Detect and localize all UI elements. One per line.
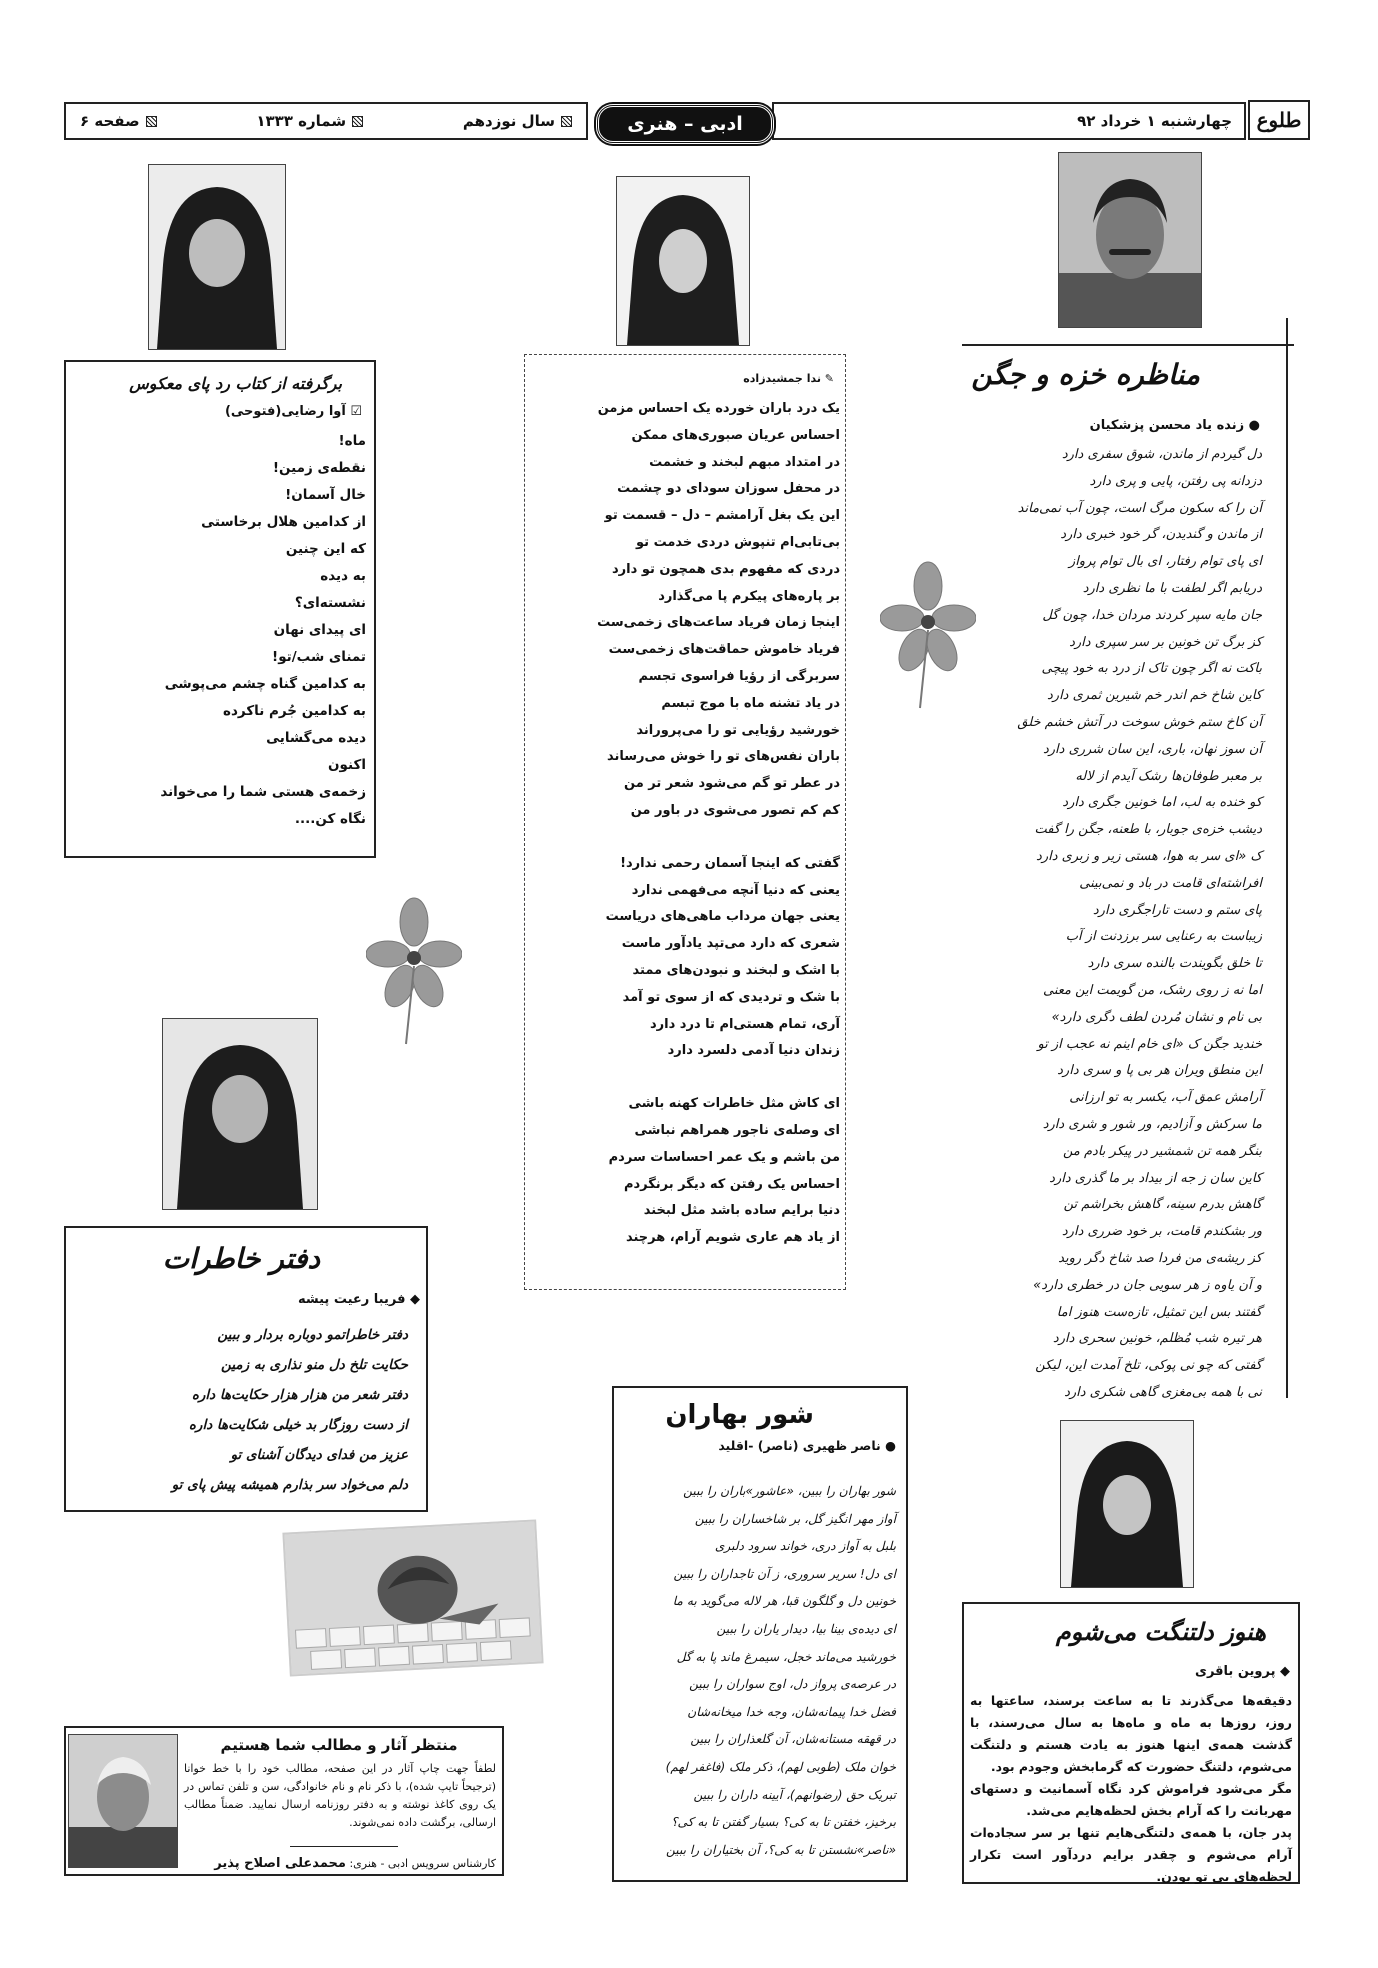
- article-title: برگرفته از کتاب رد پای معکوس: [129, 374, 342, 393]
- poem-line: یعنی جهان مرداب ماهی‌های دریاست: [605, 909, 840, 925]
- poem-line: ای وصله‌ی ناجور همراهم نباشی: [634, 1122, 840, 1138]
- poem-line: احساس عریان صبوری‌های ممکن: [631, 427, 840, 443]
- author-photo-woman-3: [162, 1018, 318, 1210]
- poem-line: دیده می‌گشایی: [266, 730, 366, 746]
- author-photo-woman-2: [148, 164, 286, 350]
- article-title: مناظره خزه و جگن: [971, 358, 1200, 391]
- poem-line: گفتی که اینجا آسمان رحمی ندارد!: [620, 855, 840, 871]
- poem-line: دنیا برایم ساده باشد مثل لبخند: [643, 1203, 840, 1219]
- article-title: شور بهاران: [665, 1400, 814, 1430]
- notice-footer: کارشناس سرویس ادبی - هنری: محمدعلی اصلاح پذیر: [214, 1856, 496, 1871]
- header-year: سال نوزدهم: [463, 112, 572, 130]
- poem-line: نشسته‌ای؟: [294, 595, 366, 611]
- article-title: هنوز دلتنگت می‌شوم: [1055, 1618, 1266, 1646]
- poem-line: دلم می‌خواد سر بذارم همیشه پیش پای تو: [171, 1477, 408, 1493]
- editor-name: محمدعلی اصلاح پذیر: [214, 1856, 346, 1871]
- author-photo-woman-4: [1060, 1420, 1194, 1588]
- poem-line: از ماندن و گندیدن، گر خود خبری دارد: [1060, 527, 1262, 543]
- poem-line: تا خلق بگویندت بالنده سری دارد: [1087, 956, 1262, 972]
- flower-icon: [366, 896, 462, 1046]
- article-author: ● زنده یاد محسن پزشکیان: [1089, 418, 1260, 433]
- poem-line: گفتند بس این تمثیل، تازه‌ست هنوز اما: [1056, 1304, 1262, 1320]
- poem-line: عزیز من فدای دیدگان آشنای تو: [230, 1447, 408, 1463]
- poem-line: آن سوز نهان، باری، این سان شرری دارد: [1042, 741, 1262, 757]
- poem-line: تمنای شب/تو!: [272, 649, 366, 665]
- poem-body: [74, 428, 366, 833]
- poem-line: دردی که مفهوم بدی همچون تو دارد: [612, 561, 840, 577]
- poem-line: آواز مهر انگیز گل، بر شاخساران را ببین: [694, 1511, 896, 1526]
- paragraph: دقیقه‌ها می‌گذرند تا به ساعت برسند، ساعتها به روز، روزها به ماه و ماه‌ها به سال می‌رسند، با گذشت همه‌ی اینها هنوز به یادت هستم و دلتنگت می‌شوم، دلتنگ حضورت که گرمابخش وجودم بود.: [970, 1693, 1292, 1774]
- poem-line: خوان ملک (طوبی لهم)، ذکر ملک (فاغفر لهم): [665, 1759, 896, 1774]
- poem-line: از یاد هم عاری شویم آرام، هرچند: [625, 1230, 840, 1246]
- paragraph: پدر جان، با همه‌ی دلتنگی‌هایم تنها بر سر سجاده‌ات آرام می‌شوم و چقدر برایم دردآور است تکرار لحظه‌های بی تو بودن.: [970, 1825, 1292, 1884]
- poem-line: در محفل سوزان سودای دو چشمت: [617, 481, 840, 497]
- square-bullet-icon: [561, 116, 572, 127]
- poem-line: زندان دنیا آدمی دلسرد دارد: [667, 1043, 840, 1059]
- poem-line: نگاه کن....: [294, 811, 366, 827]
- poem-line: از کدامین هلال برخاستی: [201, 514, 366, 530]
- poem-line: آری، تمام هستی‌ام تا درد دارد: [650, 1016, 840, 1032]
- poem-line: زیباست به رعنایی سر برزدنت از آب: [1065, 929, 1262, 945]
- stanza-gap: [528, 1065, 840, 1091]
- notice-title: منتظر آثار و مطالب شما هستیم: [220, 1736, 458, 1754]
- poem-line: اینجا زمان فریاد ساعت‌های زخمی‌ست: [597, 615, 840, 631]
- poem-line: حکایت تلخ دل منو نذاری به زمین: [221, 1357, 408, 1373]
- poem-line: «ناصر»نشستن تا به کی؟، آن بختیاران را ببین: [665, 1842, 896, 1857]
- header-date-box: [772, 102, 1246, 140]
- poem-line: ای دل! سریر سروری، ز آن تاجداران را ببین: [673, 1566, 896, 1581]
- poem-line: بلبل به آواز دری، خواند سرود دلبری: [714, 1539, 896, 1554]
- poem-line: ای کاش مثل خاطرات کهنه باشی: [628, 1096, 840, 1112]
- poem-line: و آن یاوه ز هر سویی جان در خطری دارد»: [1033, 1277, 1262, 1293]
- poem-line: کز برگ تن خونین بر سر سپری دارد: [1069, 634, 1262, 650]
- poem-line: ماه!: [338, 433, 366, 449]
- author-photo-woman-1: [616, 176, 750, 346]
- poem-line: خورشید رؤیایی تو را می‌پروراند: [636, 722, 840, 738]
- poem-line: احساس یک رفتن که دیگر برنگردم: [623, 1176, 840, 1192]
- poem-line: اما نه ز روی رشک، من گویمت این معنی: [1043, 982, 1262, 998]
- poem-line: شور بهاران را ببین، «عاشور»باران را ببین: [683, 1484, 896, 1498]
- poem-line: نقطه‌ی زمین!: [272, 460, 366, 476]
- poem-line: بر پاره‌های پیکرم پا می‌گذارد: [658, 588, 840, 604]
- poem-line: آن کاخ ستم خوش سوخت در آتش خشم خلق: [1017, 714, 1262, 730]
- poem-line: اکنون: [328, 757, 366, 773]
- section-title: ادبی – هنری: [627, 113, 743, 135]
- poem-line: در عطر تو گم می‌شود شعر تر من: [624, 776, 840, 792]
- poem-line: پای ستم و دست تاراجگری دارد: [1092, 902, 1262, 918]
- poem-line: زخمه‌ی هستی شما را می‌خواند: [160, 784, 366, 800]
- poem-line: جان مایه سپر کردند مردان خدا، چون گل: [1042, 607, 1262, 623]
- poem-line: کاین شاخ خم اندر خم شیرین ثمری دارد: [1047, 688, 1262, 704]
- poem-line: یک درد باران خورده یک احساس مزمن: [597, 401, 840, 416]
- poem-line: این یک بغل آرامشم – دل – قسمت تو: [604, 508, 840, 524]
- poem-line: خونین دل و گلگون قبا، هر لاله می‌گوید به ما: [672, 1594, 896, 1609]
- newspaper-logo: طلوع: [1248, 100, 1310, 140]
- poem-line: من باشم و یک عمر احساسات سردم: [608, 1149, 840, 1165]
- poem-line: با اشک و لبخند و نبودن‌های ممتد: [632, 962, 840, 978]
- poem-line: فریاد خاموش حماقت‌های زخمی‌ست: [608, 642, 840, 658]
- poem-line: خندید جگن ک «ای خام اینم نه عجب از تو: [1037, 1036, 1262, 1052]
- article-rule: [962, 344, 1294, 346]
- poem-line: دفتر خاطراتمو دوباره بردار و ببین: [217, 1327, 408, 1343]
- article-author: ☑ آوا رضایی(فتوحی): [224, 404, 362, 419]
- poem-line: در یاد تشنه ماه با موج تبسم: [661, 695, 840, 711]
- poem-body: [74, 1320, 408, 1500]
- stanza-gap: [528, 825, 840, 851]
- poem-line: در عرصه‌ی پرواز دل، اوج سواران را ببین: [689, 1677, 896, 1692]
- poem-line: ما سرکش و آزادیم، ور شور و شری دارد: [1042, 1116, 1262, 1132]
- poem-line: این منطق ویران هر بی پا و سری دارد: [1057, 1063, 1262, 1079]
- poem-line: سربرگی از رؤیا فراسوی تجسم: [638, 668, 840, 684]
- poem-line: در قهقه مستانه‌شان، آن گلعذاران را ببین: [690, 1732, 896, 1747]
- poem-line: کم کم تصور می‌شوی در باور من: [630, 802, 840, 818]
- article-author: ◆ فریبا رعیت پیشه: [298, 1292, 420, 1307]
- poem-line: آرامش عمق آب، یکسر به تو ارزانی: [1069, 1090, 1262, 1106]
- poem-line: که این چنین: [285, 541, 366, 557]
- poem-line: کو خنده به لب، اما خونین جگری دارد: [1062, 795, 1262, 811]
- poem-body: [618, 1478, 896, 1864]
- poem-line: کز ریشه‌ی من فردا صد شاخ دگر روید: [1058, 1250, 1262, 1266]
- rose-keyboard-image: [282, 1519, 543, 1676]
- poem-line: فضل خدا پیمانه‌شان، وجه خدا میخانه‌شان: [687, 1704, 896, 1719]
- poem-line: از دست روزگار بد خیلی شکایت‌ها داره: [188, 1417, 408, 1433]
- poem-line: با شک و تردیدی که از سوی تو آمد: [622, 989, 840, 1005]
- paragraph: مگر می‌شود فراموش کرد نگاه آسمانیت و دستهای مهربانت را که آرام بخش لحظه‌هایم می‌شد.: [970, 1781, 1292, 1818]
- header-page: صفحه ۶: [80, 112, 157, 130]
- poem-line: گفتی که چو نی پوکی، تلخ آمدت این، لیکن: [1035, 1358, 1262, 1374]
- poem-line: آن را که سکون مرگ است، چون آب نمی‌ماند: [1017, 500, 1262, 516]
- poem-body: [960, 442, 1262, 1407]
- poem-line: خال آسمان!: [285, 487, 366, 503]
- header-issue: شماره ۱۳۳۳: [256, 112, 363, 130]
- poem-line: بر معبر طوفان‌ها رشک آیدم از لاله: [1075, 768, 1262, 784]
- poem-line: شعری که دارد می‌تپد یادآور ماست: [621, 936, 840, 952]
- poem-line: ک «ای سر به هوا، هستی زیر و زبری دارد: [1036, 848, 1262, 864]
- checkbox-icon: ☑: [345, 404, 362, 419]
- notice-body: لطفاً جهت چاپ آثار در این صفحه، مطالب خود را با خط خوانا (ترجیحاً تایپ شده)، با ذکر نام و نام خانوادگی، سن و تلفن تماس در یک روی کاغذ نوشته و به دفتر روزنامه ارسال نمایید. ضمناً مطالب ارسالی، برگشت داده نمی‌شوند.: [184, 1762, 496, 1829]
- header-date: چهارشنبه ۱ خرداد ۹۲: [1077, 112, 1232, 130]
- divider: [290, 1846, 398, 1847]
- poem-line: باکت نه اگر چون تاک از درد به خود پیچی: [1041, 661, 1262, 677]
- poem-line: دفتر شعر من هزار هزار حکایت‌ها داره: [191, 1387, 408, 1403]
- article-author: ● ناصر ظهیری (ناصر) -اقلید: [718, 1438, 896, 1453]
- poem-line: بی‌تابی‌ام تنپوش دردی خدمت تو: [636, 534, 840, 550]
- poem-line: نی با همه بی‌مغزی گاهی شکری دارد: [1064, 1384, 1262, 1400]
- author-photo-man: [1058, 152, 1202, 328]
- article-title: دفتر خاطرات: [162, 1242, 320, 1275]
- poem-line: افراشته‌ای قامت در باد و نمی‌بینی: [1079, 875, 1262, 891]
- square-bullet-icon: [352, 116, 363, 127]
- poem-body: [528, 396, 840, 1252]
- poem-line: دل گیردم از ماندن، شوق سفری دارد: [1061, 447, 1262, 462]
- poem-line: به کدامین جُرم ناکرده: [223, 703, 366, 719]
- poem-line: دریابم اگر لطفت با ما نظری دارد: [1082, 580, 1262, 596]
- pen-icon: ✎: [820, 372, 834, 385]
- poem-line: باران نفس‌های تو را خوش می‌رساند: [606, 749, 840, 765]
- poem-line: در امتداد مبهم لبخند و خشمت: [649, 454, 840, 470]
- poem-line: خورشید می‌ماند خجل، سیمرغ ماند پا به گل: [676, 1649, 896, 1664]
- article-author: ✎ ندا جمشیدزاده: [743, 372, 834, 385]
- poem-line: گاهش بدرم سینه، گاهش بخراشم تن: [1063, 1197, 1262, 1213]
- poem-line: دزدانه پی رفتن، پایی و پری دارد: [1089, 473, 1262, 489]
- header-issue-box: [64, 102, 588, 140]
- poem-line: ای دیده‌ی بینا بیا، دیدار یاران را ببین: [716, 1621, 896, 1636]
- poem-line: به کدامین گناه چشم می‌پوشی: [164, 676, 366, 692]
- article-author: ◆ پروین باقری: [1195, 1664, 1290, 1679]
- poem-line: یعنی که دنیا آنچه می‌فهمی ندارد: [631, 882, 840, 898]
- poem-line: تبریک حق (رضوانهم)، آیینه داران را ببین: [693, 1787, 896, 1802]
- poem-line: برخیز، خفتن تا به کی؟ بسیار گفتن تا به کی؟: [671, 1815, 896, 1830]
- poem-line: ای پیدای نهان: [273, 622, 366, 638]
- poem-line: بنگر همه تن شمشیر در پیکر بادم من: [1062, 1143, 1262, 1159]
- poem-line: ای پای توام رفتار، ای بال توام پرواز: [1068, 554, 1262, 570]
- square-bullet-icon: [146, 116, 157, 127]
- poem-line: دیشب خزه‌ی جوبار، با طعنه، جگن را گفت: [1034, 822, 1262, 838]
- poem-line: به دیده: [320, 568, 366, 584]
- poem-line: کاین سان ز جه از بیداد بر ما گذری دارد: [1049, 1170, 1262, 1186]
- article-body: [970, 1690, 1292, 1888]
- poem-line: ور بشکندم قامت، بر خود ضرری دارد: [1061, 1224, 1262, 1240]
- poem-line: بی نام و نشان مُردن لطف دگری دارد»: [1051, 1009, 1262, 1025]
- column-rule: [1286, 318, 1288, 1398]
- section-badge: [596, 104, 774, 144]
- poem-line: هر تیره شب مُظلم، خونین سحری دارد: [1052, 1331, 1262, 1347]
